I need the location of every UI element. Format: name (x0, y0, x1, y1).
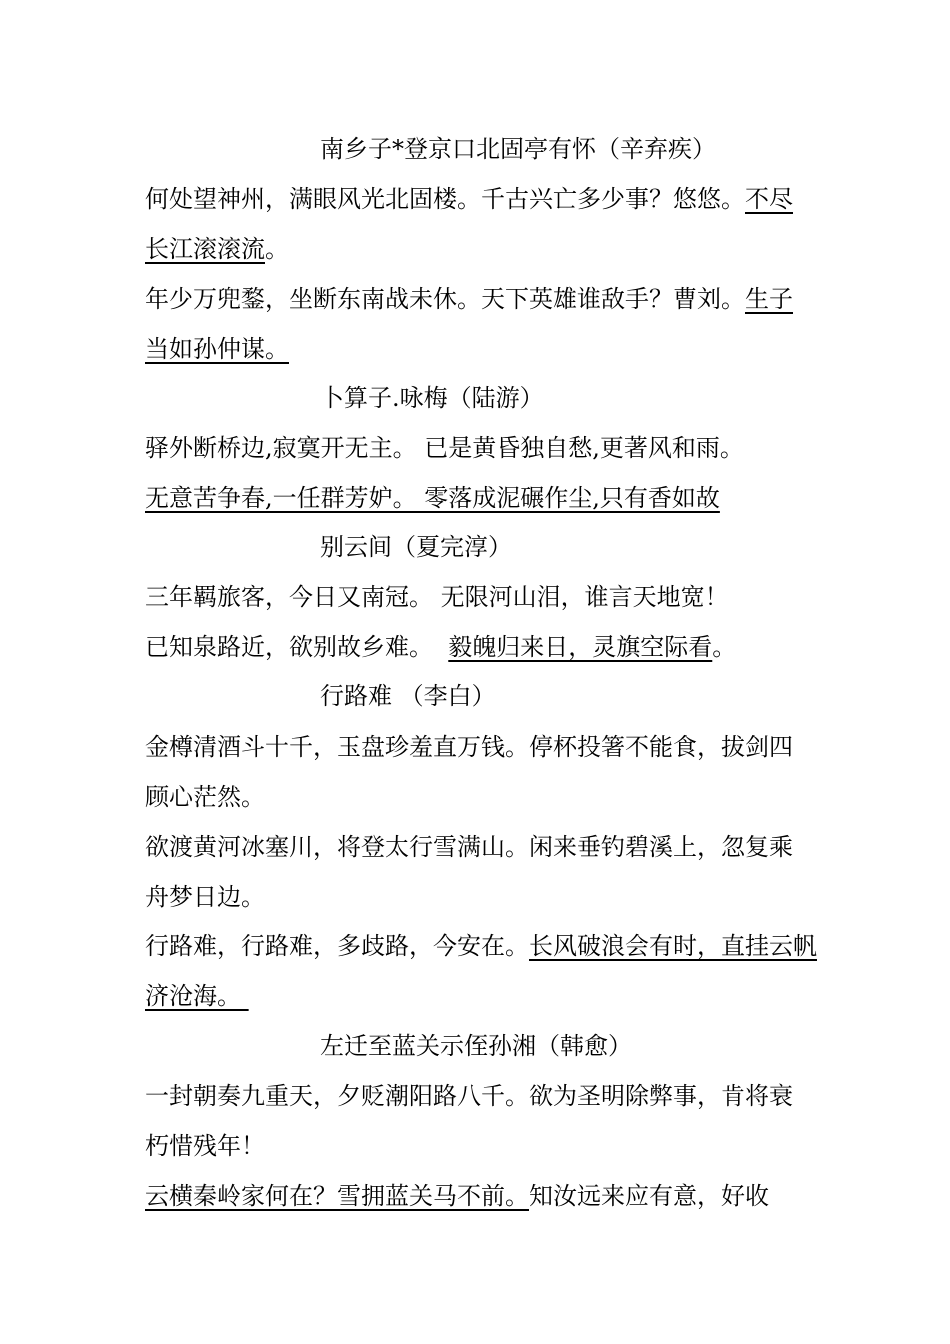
poem-title: 左迁至蓝关示侄孙湘（韩愈） (320, 1032, 632, 1060)
poem-line: 三年羁旅客，今日又南冠。 无限河山泪，谁言天地宽！ (145, 583, 729, 611)
poem-line: 一封朝奏九重天，夕贬潮阳路八千。欲为圣明除弊事，肯将衰 (145, 1082, 793, 1110)
poem-line: 金樽清酒斗十千，玉盘珍羞直万钱。停杯投箸不能食，拔剑四 (145, 733, 793, 761)
poem-line: 舟梦日边。 (145, 883, 265, 911)
poem-title: 卜算子.咏梅（陆游） (320, 384, 544, 412)
poem-line: 济沧海。 (145, 982, 249, 1010)
poem-line: 驿外断桥边,寂寞开无主。 已是黄昏独自愁,更著风和雨。 (145, 434, 744, 462)
poem-line: 长江滚滚流。 (145, 235, 289, 263)
poem-line: 朽惜残年！ (145, 1132, 265, 1160)
poem-line: 欲渡黄河冰塞川，将登太行雪满山。闲来垂钓碧溪上，忽复乘 (145, 833, 793, 861)
poem-title: 别云间（夏完淳） (320, 533, 512, 561)
poem-line: 已知泉路近，欲别故乡难。 毅魄归来日，灵旗空际看。 (145, 633, 737, 661)
poem-line: 何处望神州，满眼风光北固楼。千古兴亡多少事？悠悠。不尽 (145, 185, 793, 213)
poem-title: 南乡子*登京口北固亭有怀（辛弃疾） (320, 135, 716, 163)
poem-line: 云横秦岭家何在？雪拥蓝关马不前。知汝远来应有意，好收 (145, 1182, 769, 1210)
poem-title: 行路难 （李白） (320, 682, 496, 710)
poem-line: 年少万兜鍪，坐断东南战未休。天下英雄谁敌手？曹刘。生子 (145, 285, 793, 313)
poem-line: 无意苦争春,一任群芳妒。 零落成泥碾作尘,只有香如故 (145, 484, 720, 512)
poem-line: 顾心茫然。 (145, 783, 265, 811)
poem-line: 行路难，行路难，多歧路，今安在。长风破浪会有时，直挂云帆 (145, 932, 817, 960)
poem-line: 当如孙仲谋。 (145, 335, 289, 363)
